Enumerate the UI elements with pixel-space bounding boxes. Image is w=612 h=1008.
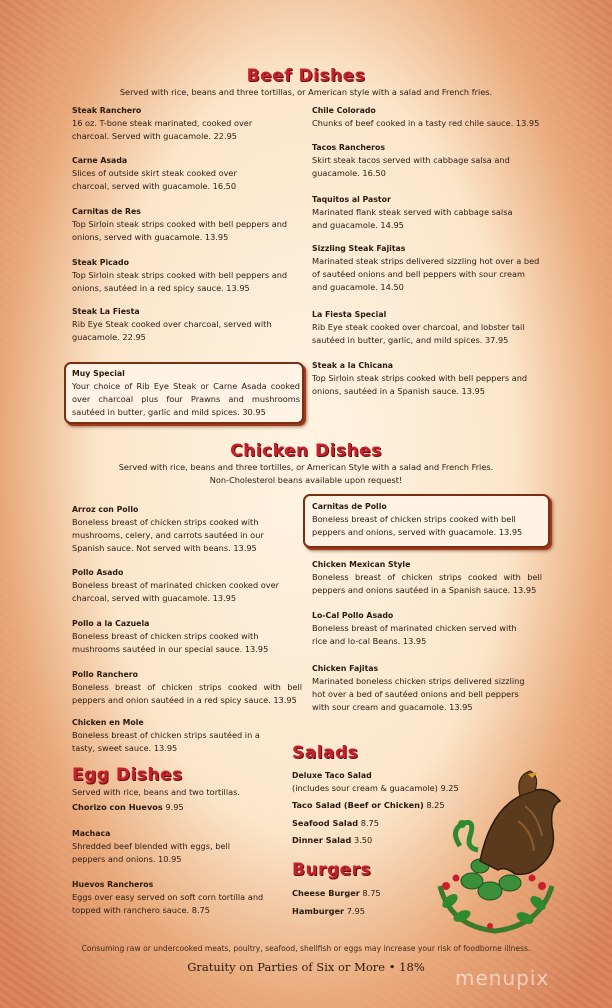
menu-item xyxy=(72,305,272,344)
egg-subtitle: Served with rice, beans and two tortillas. xyxy=(72,787,240,797)
item-description: Marinated boneless chicken strips delivered sizzling hot over a bed of sautéed onions and bell peppers with sour cream and guacamole. 13.95 xyxy=(312,676,525,712)
item-description: Boneless breast of chicken strips cooked with bell peppers and onions sautéed in a Spanish sauce. 13.95 xyxy=(312,572,542,595)
menu-item xyxy=(72,503,297,555)
watermark: menupix xyxy=(455,966,550,990)
item-price: 8.75 xyxy=(362,888,381,898)
item-name: Taquitos al Pastor xyxy=(312,195,391,204)
item-description: Boneless breast of chicken strips cooked with bell peppers and onion sautéed in a red spicy sauce. 13.95 xyxy=(72,682,302,705)
menu-item xyxy=(72,566,282,605)
item-name: Sizzling Steak Fajitas xyxy=(312,244,406,253)
item-name: Tacos Rancheros xyxy=(312,143,386,152)
egg-dishes-heading: Egg Dishes xyxy=(72,765,183,785)
item-price: 9.95 xyxy=(165,802,184,812)
menu-item xyxy=(312,308,542,347)
item-name: Taco Salad (Beef or Chicken) xyxy=(292,800,424,810)
item-name: Huevos Rancheros xyxy=(72,880,154,889)
menu-item-special xyxy=(72,367,300,419)
item-name: Chorizo con Huevos xyxy=(72,802,163,812)
item-description: Boneless breast of marinated chicken cooked over charcoal, served with guacamole. 13.95 xyxy=(72,580,280,603)
item-name: Muy Special xyxy=(72,369,125,378)
item-description: (includes sour cream & guacamole) 9.25 xyxy=(292,783,459,793)
item-description: Chunks of beef cooked in a tasty red chile sauce. 13.95 xyxy=(312,118,540,128)
menu-item xyxy=(312,558,542,597)
item-name: Carnitas de Pollo xyxy=(312,502,387,511)
item-description: Rib Eye steak cooked over charcoal, and lobster tail sautéed in butter, garlic, and mild spices. 37.95 xyxy=(312,322,525,345)
item-price: 8.75 xyxy=(360,818,379,828)
item-name: Hamburger xyxy=(292,906,345,916)
menu-item xyxy=(312,104,542,130)
item-description: Boneless breast of marinated chicken served with rice and lo-cal Beans. 13.95 xyxy=(312,623,517,646)
item-name: Carne Asada xyxy=(72,156,128,165)
item-description: Boneless breast of chicken strips cooked with mushrooms sautéed in our special sauce. 13.95 xyxy=(72,631,269,654)
item-name: Arroz con Pollo xyxy=(72,505,139,514)
item-description: Boneless breast of chicken strips cooked with mushrooms, celery, and carrots sautéed in our Spanish sauce. Not served with beans. 13.95 xyxy=(72,517,264,553)
menu-item xyxy=(72,104,272,143)
item-price: 7.95 xyxy=(346,906,365,916)
menu-item xyxy=(312,662,527,714)
chicken-subtitle: Served with rice, beans and three tortilles, or American Style with a salad and French Fries. xyxy=(118,462,494,472)
item-description: Rib Eye Steak cooked over charcoal, served with guacamole. 22.95 xyxy=(72,319,272,342)
menu-item xyxy=(72,801,292,814)
item-description: Eggs over easy served on soft corn tortilla and topped with ranchero sauce. 8.75 xyxy=(72,892,264,915)
chicken-dishes-heading: Chicken Dishes xyxy=(230,441,382,461)
item-description: Skirt steak tacos served with cabbage salsa and guacamole. 16.50 xyxy=(312,155,510,178)
beef-dishes-heading: Beef Dishes xyxy=(246,66,366,86)
item-name: Steak Picado xyxy=(72,258,129,267)
menu-item xyxy=(72,205,297,244)
burgers-heading: Burgers xyxy=(292,860,372,880)
item-description: 16 oz. T-bone steak marinated, cooked over charcoal. Served with guacamole. 22.95 xyxy=(72,118,253,141)
item-name: Cheese Burger xyxy=(292,888,360,898)
item-name: Lo-Cal Pollo Asado xyxy=(312,611,394,620)
menu-item xyxy=(312,359,537,398)
menu-item xyxy=(312,193,527,232)
item-name: Pollo Ranchero xyxy=(72,670,138,679)
item-name: Chicken Mexican Style xyxy=(312,560,411,569)
item-name: La Fiesta Special xyxy=(312,310,387,319)
item-price: 3.50 xyxy=(353,835,373,845)
item-name: Carnitas de Res xyxy=(72,207,141,216)
item-name: Seafood Salad xyxy=(292,818,359,828)
item-name: Steak Ranchero xyxy=(72,106,142,115)
menu-item xyxy=(72,668,302,707)
item-name: Chile Colorado xyxy=(312,106,376,115)
item-description: Boneless breast of chicken strips sautéed in a tasty, sweet sauce. 13.95 xyxy=(72,730,260,753)
menu-item xyxy=(72,617,302,656)
item-name: Machaca xyxy=(72,829,111,838)
item-description: Boneless breast of chicken strips cooked with bell peppers and onions, served with guacamole. 13.95 xyxy=(312,514,523,537)
menu-item xyxy=(312,141,527,180)
item-description: Shredded beef blended with eggs, bell peppers and onions. 10.95 xyxy=(72,841,230,864)
menu-item xyxy=(312,609,532,648)
item-name: Dinner Salad xyxy=(292,835,352,845)
menu-item xyxy=(72,827,242,866)
food-safety-notice: Consuming raw or undercooked meats, poultry, seafood, shellfish or eggs may increase your risk of foodborne illness. xyxy=(81,944,531,953)
item-description: Top Sirloin steak strips cooked with bell peppers and onions, served with guacamole. 13.95 xyxy=(72,219,288,242)
item-description: Top Sirloin steak strips cooked with bell peppers and onions, sautéed in a red spicy sauce. 13.95 xyxy=(72,270,288,293)
menu-item xyxy=(72,154,272,193)
item-name: Deluxe Taco Salad xyxy=(292,771,372,780)
menu-item xyxy=(72,878,292,917)
item-name: Chicken en Mole xyxy=(72,718,144,727)
item-name: Pollo a la Cazuela xyxy=(72,619,150,628)
salads-heading: Salads xyxy=(292,743,359,763)
menu-item xyxy=(312,242,542,294)
chicken-subtitle-note: Non-Cholesterol beans available upon request! xyxy=(209,475,403,485)
item-name: Steak La Fiesta xyxy=(72,307,140,316)
gratuity-notice: Gratuity on Parties of Six or More • 18% xyxy=(187,960,425,974)
item-description: Slices of outside skirt steak cooked over charcoal, served with guacamole. 16.50 xyxy=(72,168,237,191)
item-name: Chicken Fajitas xyxy=(312,664,379,673)
menu-item-special xyxy=(312,500,542,539)
beef-subtitle: Served with rice, beans and three tortillas, or American style with a salad and French fries. xyxy=(119,87,493,97)
item-description: Marinated steak strips delivered sizzling hot over a bed of sautéed onions and bell peppers with sour cream and guacamole. 14.50 xyxy=(312,256,540,292)
item-description: Marinated flank steak served with cabbage salsa and guacamole. 14.95 xyxy=(312,207,513,230)
menu-item xyxy=(72,256,292,295)
item-description: Your choice of Rib Eye Steak or Carne Asada cooked over charcoal plus four Prawns and mushrooms sautéed in butter, garlic and mild spices. 30.95 xyxy=(72,381,300,417)
item-name: Steak a la Chicana xyxy=(312,361,394,370)
item-description: Top Sirloin steak strips cooked with bell peppers and onions, sautéed in a Spanish sauce. 13.95 xyxy=(312,373,528,396)
item-price: 8.25 xyxy=(426,800,445,810)
item-name: Pollo Asado xyxy=(72,568,124,577)
menu-item xyxy=(72,716,282,755)
mexican-eagle-emblem-icon xyxy=(420,766,570,936)
